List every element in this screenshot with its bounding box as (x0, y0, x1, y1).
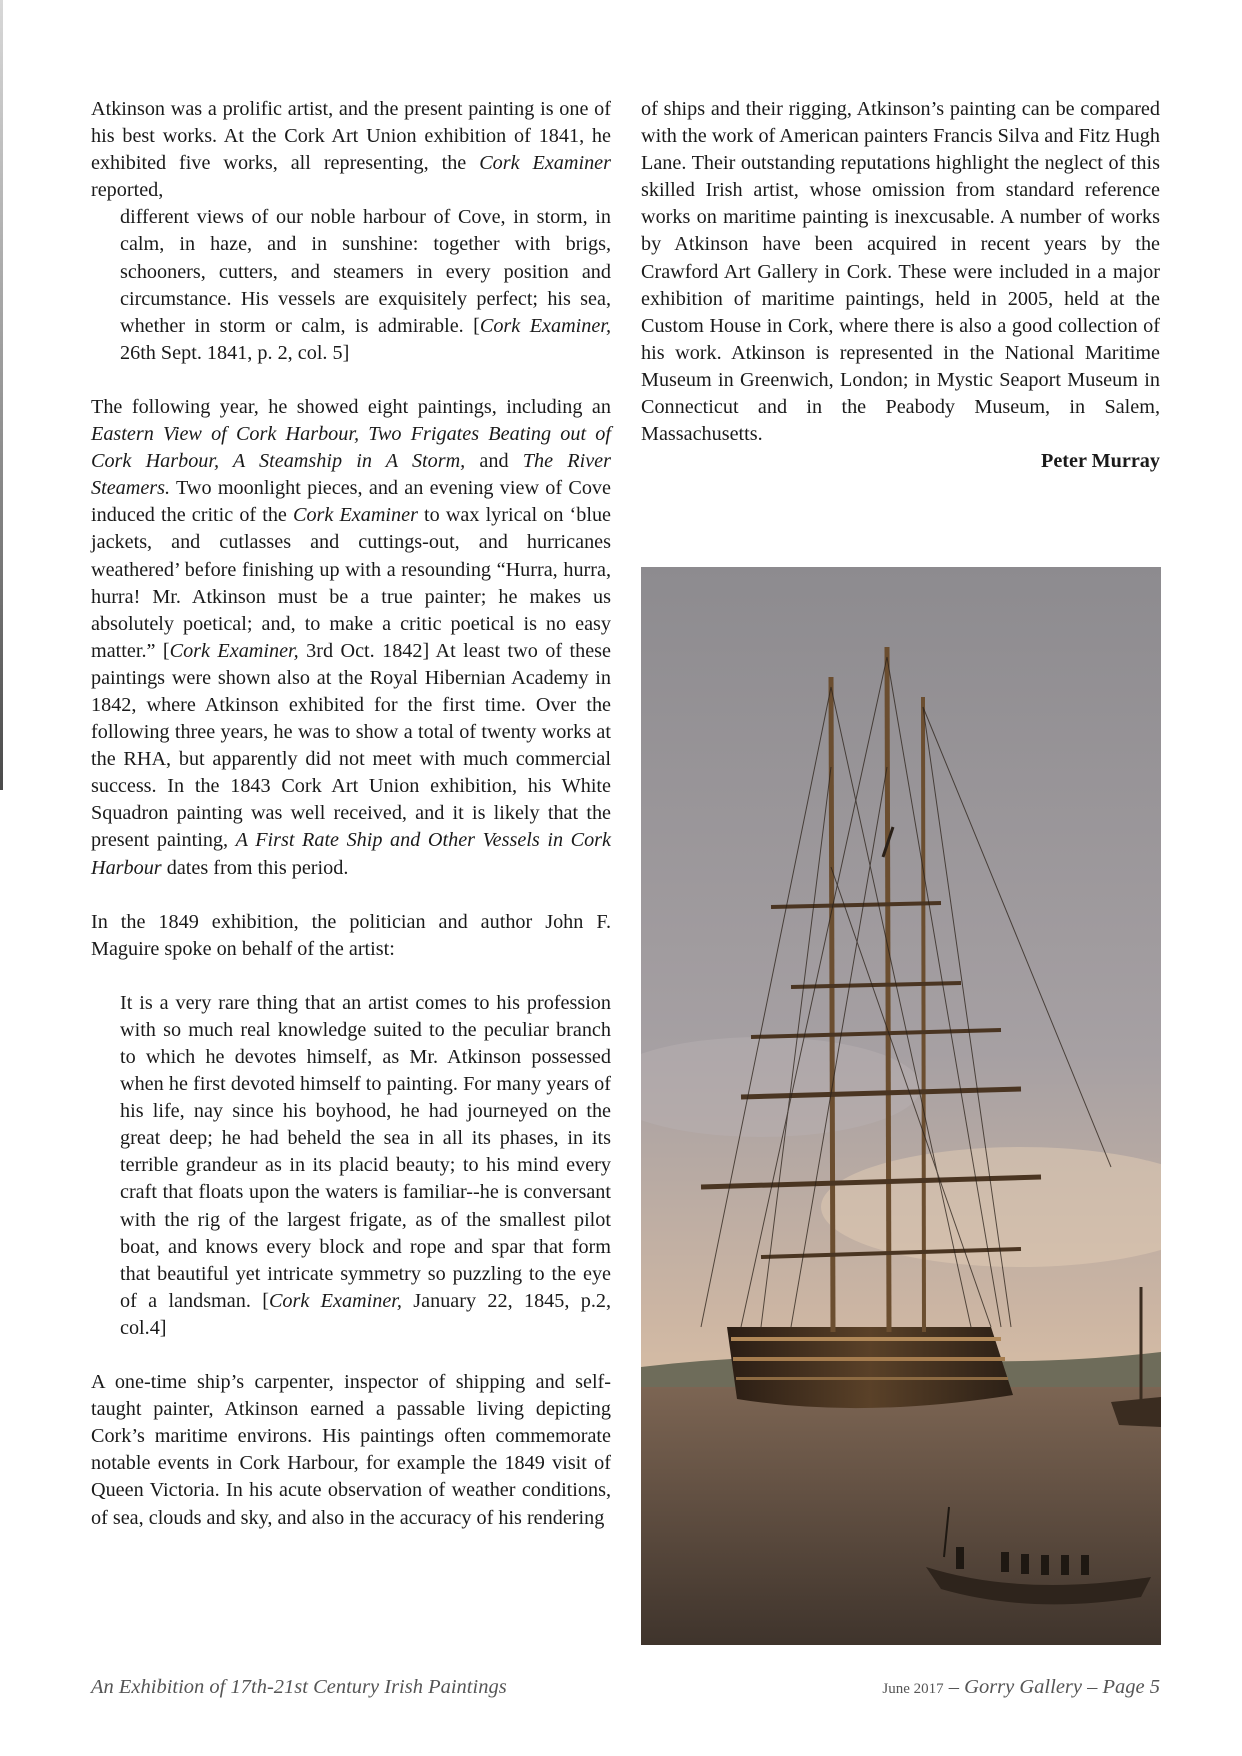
article-column-left (91, 96, 611, 1532)
page-edge-shadow (0, 0, 3, 790)
article-column-right (641, 96, 1160, 475)
paragraph-1: Atkinson was a prolific artist, and the present painting is one of his best works. At the Cork Art Union exhibition of 1841, he exhibited five works, all representing, the Cork Examiner reported, (91, 98, 612, 202)
footer-exhibition-title: An Exhibition of 17th-21st Century Irish Paintings (91, 1676, 507, 1698)
paragraph-2: The following year, he showed eight paintings, including an Eastern View of Cork Harbour, Two Frigates Beating out of Cork Harbour, A Steamship in A Storm, and The River Steamers. Two moonlight pieces, and an evening view of Cove induced the critic of the Cork Examiner to wax lyrical on ‘blue jackets, and cutlasses and cuttings-out, and hurricanes weathered’ before finishing up with a resounding “Hurra, hurra, hurra! Mr. Atkinson must be a true painter; he makes us absolutely poetical; and, to make a critic poetical is no easy matter.” [Cork Examiner, 3rd Oct. 1842] At least two of these paintings were shown also at the Royal Hibernian Academy in 1842, where Atkinson exhibited for the first time. Over the following three years, he was to show a total of twenty works at the RHA, but apparently did not meet with much commercial success. In the 1843 Cork Art Union exhibition, his White Squadron painting was well received, and it is likely that the present painting, A First Rate Ship and Other Vessels in Cork Harbour dates from this period. (91, 395, 611, 879)
footer-gallery-page: – Gorry Gallery – Page 5 (943, 1676, 1160, 1698)
quote-1: different views of our noble harbour of Cove, in storm, in calm, in haze, and in sunshine: together with brigs, schooners, cutters, and steamers in every position and circumstance. His vessels are exquisitely perfect; his sea, whether in storm or calm, is admirable. [Cork Examiner, 26th Sept. 1841, p. 2, col. 5] (120, 206, 611, 364)
paragraph-3: In the 1849 exhibition, the politician and author John F. Maguire spoke on behalf of the artist: (91, 910, 611, 960)
paragraph-4: A one-time ship’s carpenter, inspector of shipping and self-taught painter, Atkinson earned a passable living depicting Cork’s maritime environs. His paintings often commemorate notable events in Cork Harbour, for example the 1849 visit of Queen Victoria. In his acute observation of weather conditions, of sea, clouds and sky, and also in the accuracy of his rendering (91, 1371, 611, 1529)
ship-painting (641, 567, 1161, 1645)
tall-ship-image (641, 567, 1161, 1645)
quote-2: It is a very rare thing that an artist comes to his profession with so much real knowledge suited to the peculiar branch to which he devotes himself, as Mr. Atkinson possessed when he first devoted himself to painting. For many years of his life, nay since his boyhood, he had journeyed on the great deep; he had beheld the sea in all its phases, in its terrible grandeur as in its placid beauty; to his mind every craft that floats upon the waters is familiar--he is conversant with the rig of the largest frigate, as of the smallest pilot boat, and knows every block and rope and spar that form that beautiful yet intricate symmetry so puzzling to the eye of a landsman. [Cork Examiner, January 22, 1845, p.2, col.4] (120, 991, 612, 1339)
paragraph-5: of ships and their rigging, Atkinson’s painting can be compared with the work of American painters Francis Silva and Fitz Hugh Lane. Their outstanding reputations highlight the neglect of this skilled Irish artist, whose omission from standard reference works on maritime painting is inexcusable. A number of works by Atkinson have been acquired in recent years by the Crawford Art Gallery in Cork. These were included in a major exhibition of maritime paintings, held in 2005, held at the Custom House in Cork, where there is also a good collection of his work. Atkinson is represented in the National Maritime Museum in Greenwich, London; in Mystic Seaport Museum in Connecticut and in the Peabody Museum, in Salem, Massachusetts. (641, 98, 1160, 446)
footer-page-info (882, 1676, 1160, 1699)
author-signature: Peter Murray (1040, 450, 1160, 473)
footer-date: June 2017 (882, 1681, 944, 1697)
